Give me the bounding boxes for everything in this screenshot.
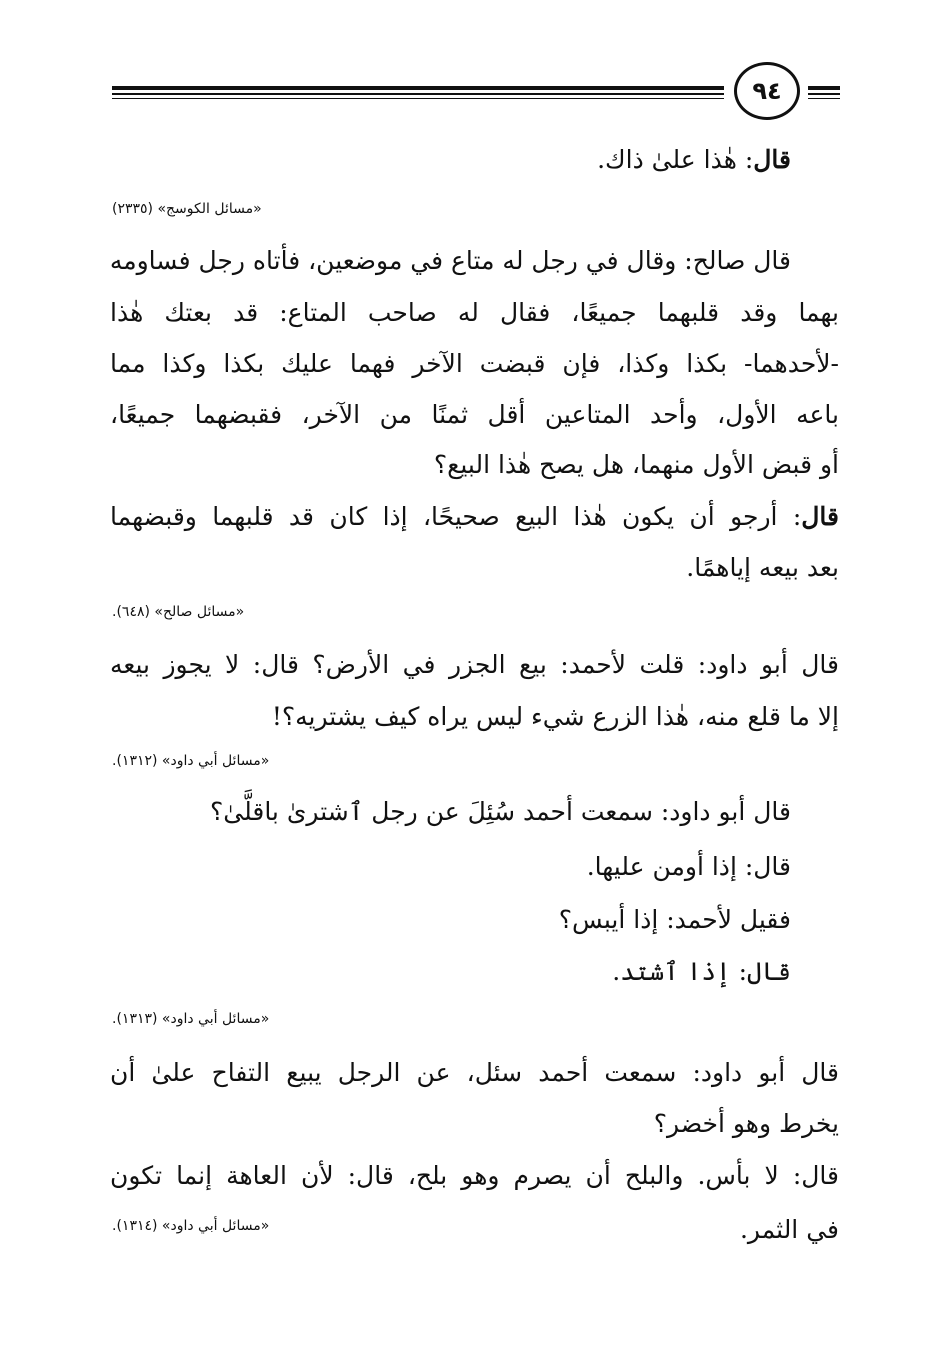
paragraph-line: أو قبض الأول منهما، هل يصح هٰذا البيع؟ (433, 450, 839, 479)
header-rule (112, 93, 724, 95)
header-rule (808, 86, 840, 90)
paragraph-line: بهما وقد قلبهما جميعًا، فقال له صاحب المتاع: قد بعتك هٰذا (110, 298, 839, 327)
header-rule (112, 98, 724, 99)
paragraph-line: قال أبو داود: سمعت أحمد سُئِلَ عن رجل ٱشترىٰ باقلَّىٰ؟ (209, 797, 791, 826)
paragraph-line: -لأحدهما- بكذا وكذا، فإن قبضت الآخر فهما عليك بكذا وكذا مما (110, 349, 839, 378)
citation: «مسائل صالح» (٦٤٨). (112, 604, 245, 620)
paragraph-line: إلا ما قلع منه، هٰذا الزرع شيء ليس يراه كيف يشتريه؟! (271, 702, 839, 731)
paragraph-line: باعه الأول، وأحد المتاعين أقل ثمنًا من الآخر، فقبضهما جميعًا، (110, 400, 839, 429)
text-line (597, 140, 791, 180)
text-line (110, 497, 839, 537)
page-header (112, 62, 840, 124)
paragraph-line: قال: لا بأس. والبلح أن يصرم وهو بلح، قال: لأن العاهة إنما تكون (110, 1161, 839, 1190)
paragraph-line: فقيل لأحمد: إذا أيبس؟ (558, 905, 791, 934)
header-rule (808, 93, 840, 95)
paragraph-line: قال: إذا ٱشتد. (612, 957, 791, 986)
header-rule (808, 98, 840, 99)
paragraph-line: يخرط وهو أخضر؟ (653, 1109, 839, 1138)
answer-text: : هٰذا علىٰ ذاك. (597, 145, 754, 174)
answer-text: : أرجو أن يكون هٰذا البيع صحيحًا، إذا كان قد قلبهما وقبضهما (110, 502, 802, 531)
page-number: ٩٤ (734, 62, 800, 120)
speaker-label: قال (753, 145, 791, 174)
citation: «مسائل أبي داود» (١٣١٣). (112, 1011, 270, 1027)
paragraph-line: بعد بيعه إياهمًا. (686, 553, 839, 582)
paragraph-line: قال: إذا أومن عليها. (586, 852, 791, 881)
citation: «مسائل أبي داود» (١٣١٤). (112, 1218, 270, 1234)
paragraph-line: قال أبو داود: سمعت أحمد سئل، عن الرجل يبيع التفاح علىٰ أن (110, 1058, 839, 1087)
paragraph-line: قال أبو داود: قلت لأحمد: بيع الجزر في الأرض؟ قال: لا يجوز بيعه (110, 650, 839, 679)
citation: «مسائل الكوسج» (٢٣٣٥) (112, 201, 262, 217)
header-rule (112, 86, 724, 90)
paragraph-line: قال صالح: وقال في رجل له متاع في موضعين، فأتاه رجل فساومه (109, 246, 791, 275)
paragraph-line: في الثمر. (739, 1215, 839, 1244)
speaker-label: قال (801, 502, 839, 531)
citation: «مسائل أبي داود» (١٣١٢). (112, 753, 270, 769)
